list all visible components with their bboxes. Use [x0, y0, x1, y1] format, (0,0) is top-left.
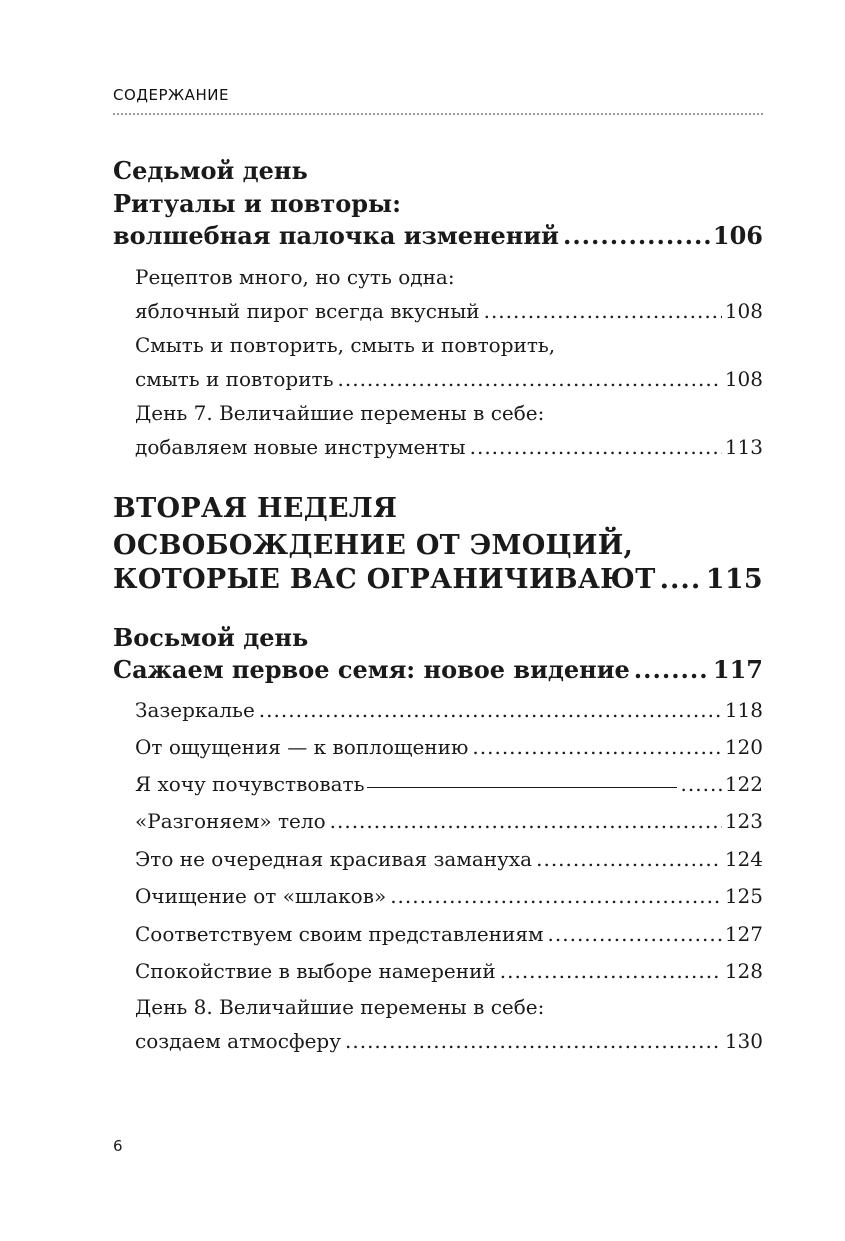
page-ref: 115 — [705, 564, 763, 595]
toc-entry[interactable] — [135, 954, 763, 988]
entry-title: Зазеркалье — [135, 698, 255, 722]
entry-title: Очищение от «шлаков» — [135, 884, 387, 908]
dot-leader — [259, 693, 722, 727]
dot-leader — [338, 362, 722, 396]
dot-leader — [345, 1024, 722, 1058]
entry-line2: яблочный пирог всегда вкусный — [135, 299, 480, 323]
dot-leader — [484, 294, 722, 328]
entry-line2: добавляем новые инструменты — [135, 435, 466, 459]
entry-line1: Рецептов много, но суть одна: — [135, 265, 455, 289]
toc-entry[interactable] — [135, 804, 763, 838]
day7-heading-line1: Седьмой день — [113, 156, 308, 185]
toc-entry[interactable] — [135, 396, 763, 464]
entry-line1: День 7. Величайшие перемены в себе: — [135, 401, 545, 425]
entry-title: Я хочу почувствовать — [135, 772, 365, 796]
toc-entry-day7[interactable] — [113, 220, 763, 252]
toc-entry[interactable] — [135, 879, 763, 913]
page-ref: 123 — [724, 809, 763, 833]
fill-in-blank — [367, 787, 677, 788]
page-ref: 130 — [724, 1029, 763, 1053]
day8-heading-line1: Восьмой день — [113, 623, 309, 652]
day7-heading-line3: волшебная палочка изменений — [113, 221, 559, 250]
dot-leader — [470, 430, 722, 464]
dot-leader — [563, 220, 710, 252]
page-number: 6 — [113, 1137, 123, 1155]
dot-leader — [660, 561, 703, 598]
dotted-divider — [113, 113, 763, 115]
dot-leader — [472, 730, 721, 764]
dot-leader — [500, 954, 722, 988]
toc-entry-week2[interactable] — [113, 561, 763, 598]
page-ref: 128 — [724, 959, 763, 983]
entry-line2: смыть и повторить — [135, 367, 334, 391]
toc-entry[interactable] — [135, 730, 763, 764]
dot-leader — [390, 879, 722, 913]
toc-entry[interactable] — [135, 767, 763, 801]
page-ref: 118 — [724, 698, 763, 722]
page-ref: 122 — [724, 772, 763, 796]
toc-entry[interactable] — [135, 990, 763, 1058]
entry-title: Соответствуем своим представлениям — [135, 922, 544, 946]
entry-title: От ощущения — к воплощению — [135, 735, 469, 759]
page-ref: 120 — [724, 735, 763, 759]
entry-line1: Смыть и повторить, смыть и повторить, — [135, 333, 556, 357]
week2-heading-line1: ВТОРАЯ НЕДЕЛЯ — [113, 493, 398, 524]
entry-title: «Разгоняем» тело — [135, 809, 326, 833]
page-ref: 113 — [724, 435, 763, 459]
entry-title: Это не очередная красивая замануха — [135, 847, 533, 871]
toc-entry[interactable] — [135, 260, 763, 328]
entry-line1: День 8. Величайшие перемены в себе: — [135, 995, 545, 1019]
toc-entry-day8[interactable] — [113, 654, 763, 686]
entry-title: Спокойствие в выборе намерений — [135, 959, 496, 983]
page-ref: 124 — [724, 847, 763, 871]
toc-entry[interactable] — [135, 693, 763, 727]
dot-leader — [536, 842, 722, 876]
entry-line2: создаем атмосферу — [135, 1029, 341, 1053]
toc-entry[interactable] — [135, 328, 763, 396]
page-ref: 108 — [724, 367, 763, 391]
week2-heading-line2: ОСВОБОЖДЕНИЕ ОТ ЭМОЦИЙ, — [113, 530, 634, 561]
page-ref: 125 — [724, 884, 763, 908]
week2-heading-line3: КОТОРЫЕ ВАС ОГРАНИЧИВАЮТ — [113, 564, 656, 595]
dot-leader — [634, 654, 710, 686]
running-head: СОДЕРЖАНИЕ — [113, 86, 229, 104]
toc-entry[interactable] — [135, 917, 763, 951]
dot-leader — [330, 804, 722, 838]
page-ref: 108 — [724, 299, 763, 323]
day7-heading-line2: Ритуалы и повторы: — [113, 189, 401, 218]
day8-heading-line2: Сажаем первое семя: новое видение — [113, 655, 630, 684]
dot-leader — [681, 767, 722, 801]
page-ref: 117 — [712, 655, 763, 684]
page-ref: 127 — [724, 922, 763, 946]
dot-leader — [548, 917, 722, 951]
toc-entry[interactable] — [135, 842, 763, 876]
page-ref: 106 — [712, 221, 763, 250]
